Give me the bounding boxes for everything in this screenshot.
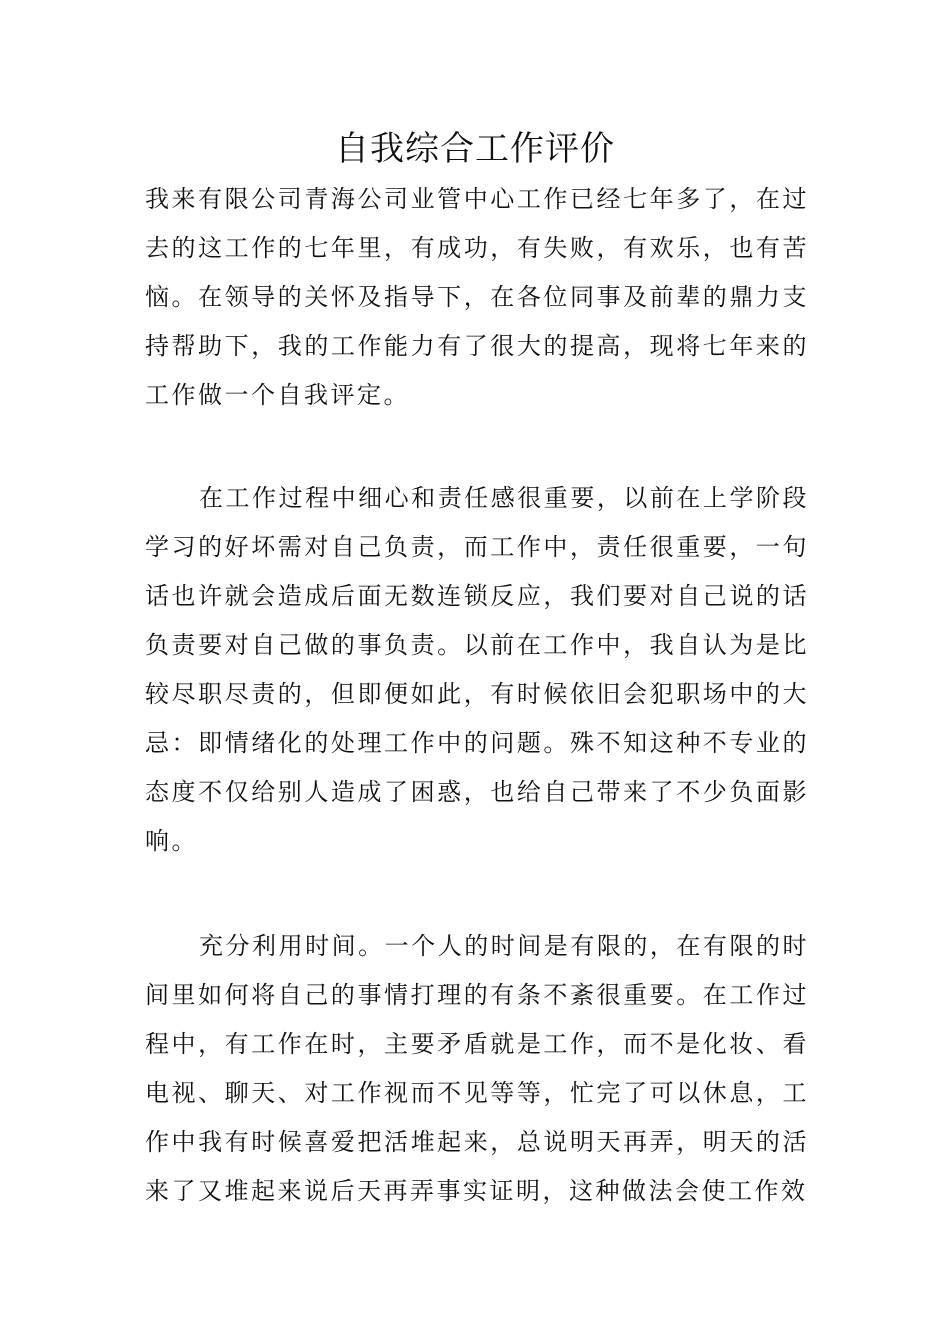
document-title: 自我综合工作评价 [335,129,615,169]
paragraph-1: 我来有限公司青海公司业管中心工作已经七年多了，在过去的这工作的七年里，有成功，有失败，有欢乐，也有苦恼。在领导的关怀及指导下，在各位同事及前辈的鼎力支持帮助下，我的工作能力有了很大的提高，现将七年来的工作做一个自我评定。 [145,185,809,409]
paragraph-3: 充分利用时间。一个人的时间是有限的，在有限的时间里如何将自己的事情打理的有条不紊很重要。在工作过程中，有工作在时，主要矛盾就是工作，而不是化妆、看电视、聊天、对工作视而不见等等，忙完了可以休息，工作中我有时候喜爱把活堆起来，总说明天再弄，明天的活来了又堆起来说后天再弄事实证明，这种做法会使工作效 [145,932,809,1205]
paragraph-2: 在工作过程中细心和责任感很重要，以前在上学阶段学习的好坏需对自己负责，而工作中，责任很重要，一句话也许就会造成后面无数连锁反应，我们要对自己说的话负责要对自己做的事负责。以前在工作中，我自认为是比较尽职尽责的，但即便如此，有时候依旧会犯职场中的大忌：即情绪化的处理工作中的问题。殊不知这种不专业的态度不仅给别人造成了困惑，也给自己带来了不少负面影响。 [145,484,809,855]
